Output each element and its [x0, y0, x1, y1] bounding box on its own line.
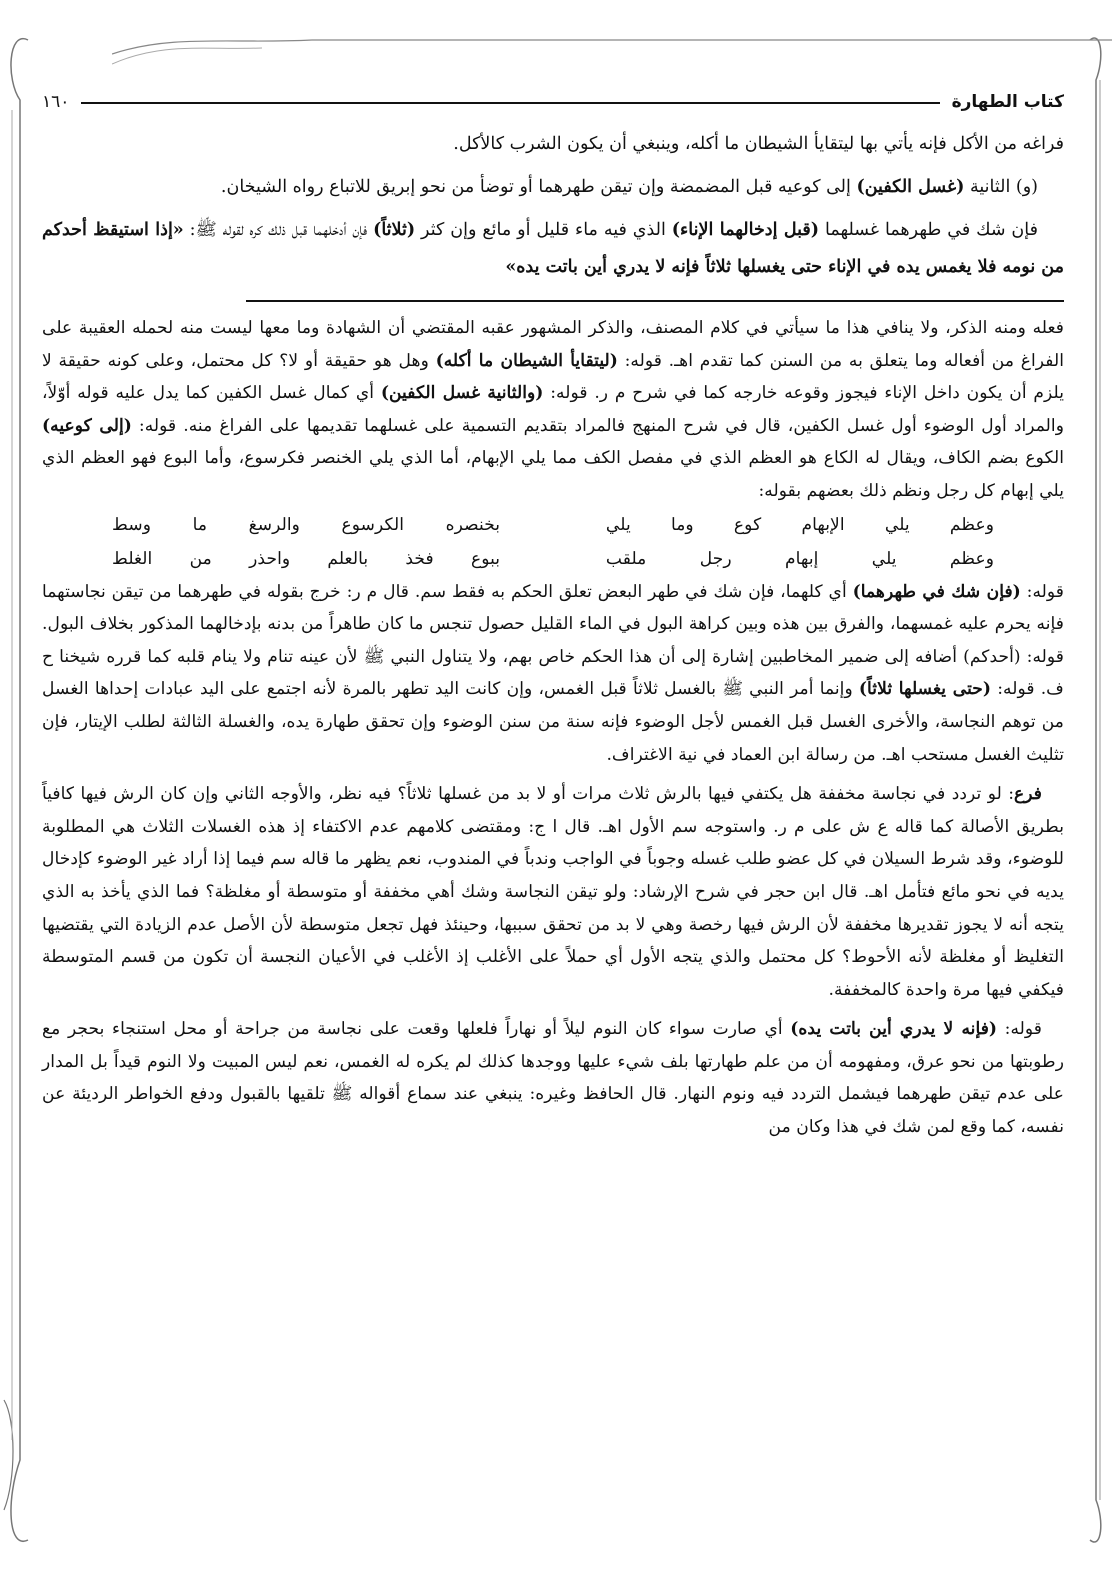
right-ornamental-border: [1086, 20, 1108, 1560]
commentary: [42, 312, 1064, 1144]
main-paragraph-1: فراغه من الأكل فإنه يأتي بها ليتقايأ الشيطان ما أكله، وينبغي أن يكون الشرب كالأكل.: [453, 134, 1064, 154]
commentary-paragraph-3: فرع: لو تردد في نجاسة مخففة هل يكتفي فيها بالرش ثلاث مرات أو لا بد من غسلها ثلاثاً؟ فيه نظر، والأوجه الثاني وإن كان الرش فيها كافياً بطريق الأصالة كما قاله ع ش على م ر. واستوجه سم الأول اهـ. قال ا ج: ومقتضى كلامهم عدم الاكتفاء إذ هذه الغسلات الثلاث هي المطلوبة للوضوء، وقد شرط السيلان في كل عضو طلب غسله وجوباً في الواجب وندباً في المندوب، نعم يظهر ما قاله سم فيما إذا أراد غير الوضوء كإدخال يديه في نحو مائع فتأمل اهـ. قال ابن حجر في شرح الإرشاد: ولو تيقن النجاسة وشك أهي مخففة أو متوسطة أو مغلظة؟ فما الذي يأخذ به الذي يتجه أنه لا يجوز تقديرها مخففة لأن الرش فيها رخصة وهي لا بد من تحقق سببها، وحينئذ فهل تجعل متوسطة لأن الأصل عدم الزيادة التي يقتضيها التغليظ أو مغلظة لأنه الأحوط؟ كل محتمل والذي يتجه الأول أي حملاً على الأغلب إذ الأغلب في الأعيان النجسة أن تكون من قسم المتوسطة فيكفي فيها مرة واحدة كالمخففة.: [42, 784, 1064, 1000]
main-paragraph-2: (و) الثانية (غسل الكفين) إلى كوعيه قبل المضمضة وإن تيقن طهرهما أو توضأ من نحو إبريق للاتباع رواه الشيخان.: [220, 177, 1038, 197]
left-ornamental-border: [2, 20, 32, 1560]
page-content: [42, 84, 1064, 1144]
commentary-paragraph-4: قوله: (فإنه لا يدري أين باتت يده) أي صارت سواء كان النوم ليلاً أو نهاراً فلعلها وقعت على نجاسة من جراحة أو محل استنجاء بحجر مع رطوبتها من نحو عرق، ومفهومه أن من علم طهارتها بلف شيء عليها ووجدها كذلك لم يكره له الغمس، نعم ليس المبيت ولا النوم قيداً بل المدار على عدم تيقن طهرهما فيشمل التردد فيه ونوم النهار. قال الحافظ وغيره: ينبغي عند سماع أقواله ﷺ تلقيها بالقبول ودفع الخواطر الرديئة عن نفسه، كما وقع لمن شك في هذا وكان من: [42, 1019, 1064, 1138]
top-ornamental-border: [112, 14, 1112, 74]
page-number: ١٦٠: [42, 92, 70, 112]
running-header: [42, 84, 1064, 120]
verse-line-1: [42, 508, 1064, 542]
running-title: كتاب الطهارة: [951, 92, 1064, 112]
verse-1-first-hemistich: وعظم يلي الإبهام كوع وما يلي: [605, 514, 994, 535]
verse-1-second-hemistich: بخنصره الكرسوع والرسغ ما وسط: [112, 514, 501, 535]
main-text: [42, 126, 1064, 286]
main-paragraph-3: فإن شك في طهرهما غسلهما (قبل إدخالهما الإناء) الذي فيه ماء قليل أو مائع وإن كثر (ثلاثاً) فإن أدخلهما قبل ذلك كره لقوله ﷺ: «إذا استيقظ أحدكم من نومه فلا يغمس يده في الإناء حتى يغسلها ثلاثاً فإنه لا يدري أين باتت يده»: [42, 220, 1064, 277]
verse-2-second-hemistich: ببوع فخذ بالعلم واحذر من الغلط: [112, 548, 501, 569]
commentary-paragraph-2: قوله: (فإن شك في طهرهما) أي كلهما، فإن شك في طهر البعض تعلق الحكم به فقط سم. قال م ر: خرج بقوله في طهرهما من تيقن نجاستهما فإنه يحرم عليه غمسهما، والفرق بين هذه وبين كراهة البول في الماء القليل حصول تنجس ما كان طاهراً من بدنه بإدخالهما المذكور بخلاف البول. قوله: (أحدكم) أضافه إلى ضمير المخاطبين إشارة إلى أن هذا الحكم خاص بهم، ولا يتناول النبي ﷺ لأن عينه تنام ولا ينام قلبه كما قرره شيخنا ح ف. قوله: (حتى يغسلها ثلاثاً) وإنما أمر النبي ﷺ بالغسل ثلاثاً قبل الغمس، وإن كانت اليد تطهر بالمرة لأنه اجتمع على اليد عبادات إحداها الغسل من توهم النجاسة، والأخرى الغسل قبل الغمس لأجل الوضوء فإنه سنة من سنن الوضوء وإن تحقق طهارة يده، والغسلة الثالثة لطلب الإيتار، فإن تثليث الغسل مستحب اهـ. من رسالة ابن العماد في نية الاغتراف.: [42, 581, 1065, 765]
footnote-divider: [246, 300, 1064, 302]
header-rule: [81, 102, 939, 104]
commentary-paragraph-1: فعله ومنه الذكر، ولا ينافي هذا ما سيأتي في كلام المصنف، والذكر المشهور عقبه المقتضي أن الشهادة وما معها ليست منه لحمله العقيبة على الفراغ من أفعاله وما يتعلق به من السنن كما تقدم اهـ. قوله: (ليتقايأ الشيطان ما أكله) وهل هو حقيقة أو لا؟ كل محتمل، وعلى كونه حقيقة لا يلزم أن يكون داخل الإناء فيجوز وقوعه خارجه كما في شرح م ر. قوله: (والثانية غسل الكفين) أي كمال غسل الكفين كما يدل عليه قوله أوّلاً، والمراد أول الوضوء أول غسل الكفين، قال في شرح المنهج فالمراد بتقديم التسمية على غسلهما تقديمها على الفراغ منه. قوله: (إلى كوعيه) الكوع بضم الكاف، ويقال له الكاع هو العظم الذي في مفصل الكف مما يلي الإبهام، أما الذي يلي الخنصر فكرسوع، وأما البوع فهو العظم الذي يلي إبهام كل رجل ونظم ذلك بعضهم بقوله:: [42, 318, 1064, 501]
verse-2-first-hemistich: وعظم يلي إبهام رجل ملقب: [605, 548, 994, 569]
verse-line-2: [42, 542, 1064, 576]
